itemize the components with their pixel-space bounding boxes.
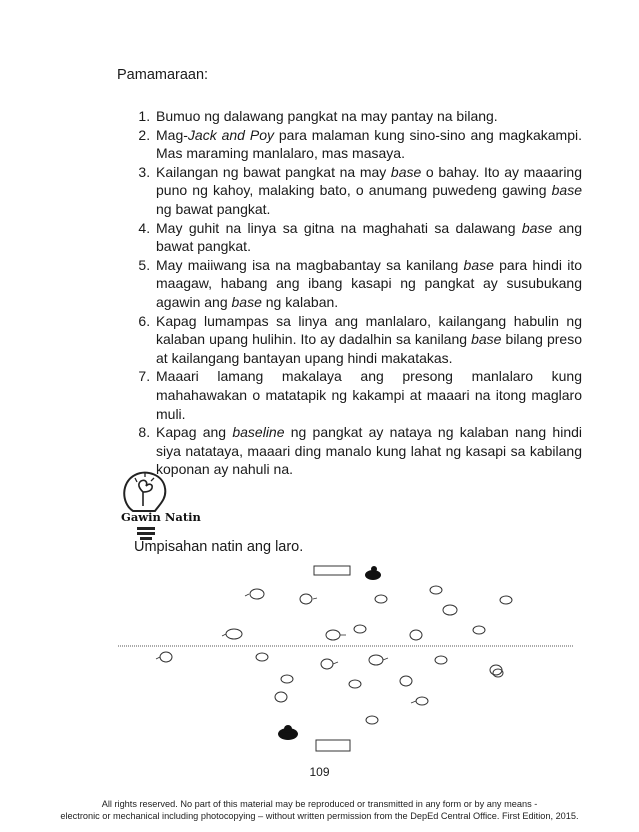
procedure-step-2: 2. Mag-Jack and Poy para malaman kung sino-sino ang magkakampi. Mas maraming manlalaro, mas masaya. (154, 126, 582, 163)
gawin-natin-label: Gawin Natin (121, 510, 201, 524)
italic-term: base (231, 293, 262, 310)
page-number: 109 (309, 765, 330, 779)
procedure-step-1: 1. Bumuo ng dalawang pangkat na may pantay na bilang. (154, 107, 582, 126)
procedure-step-4: 4. May guhit na linya sa gitna na maghahati sa dalawang base ang bawat pangkat. (154, 219, 582, 256)
italic-term: base (463, 256, 494, 273)
copyright-footer (0, 798, 639, 822)
procedure-steps-list (133, 107, 582, 479)
procedure-step-8: 8. Kapag ang baseline ng pangkat ay nataya ng kalaban nang hindi siya natataya, maaari ding manalo kung lahat ng kasapi sa kabilang koponan ay nahuli na. (154, 423, 582, 479)
section-heading: Pamamaraan: (117, 67, 209, 83)
footer-line-1: All rights reserved. No part of this material may be reproduced or transmitted in any form or by any means - (101, 799, 538, 809)
procedure-step-7: 7. Maaari lamang makalaya ang presong manlalaro kung mahahawakan o matatapik ng kakampi at maaari na itong maglaro muli. (154, 367, 582, 423)
italic-term: baseline (232, 424, 285, 441)
italic-term: base (521, 219, 553, 236)
italic-term: base (551, 182, 582, 199)
lightbulb-icon (115, 470, 215, 544)
italic-term: base (471, 331, 502, 348)
procedure-step-5: 5. May maiiwang isa na magbabantay sa kanilang base para hindi ito maagaw, habang ang ibang kasapi ng pangkat ay susubukang agawin ang base ng kalaban. (154, 256, 582, 312)
game-field-illustration (118, 558, 573, 754)
procedure-step-3: 3. Kailangan ng bawat pangkat na may base o bahay. Ito ay maaaring puno ng kahoy, malaking bato, o anumang puwedeng gawing base ng bawat pangkat. (154, 163, 582, 219)
gawin-natin-banner (115, 470, 215, 544)
footer-line-2: electronic or mechanical including photocopying – without written permission from the DepEd Central Office. First Edition, 2015. (60, 811, 579, 821)
procedure-step-6: 6. Kapag lumampas sa linya ang manlalaro, kailangang habulin ng kalaban upang hulihin. Ito ay dadalhin sa kanilang base bilang preso at kailangang bantayan upang hindi makatakas. (154, 312, 582, 368)
italic-term: Jack and Poy (187, 126, 274, 143)
intro-text: Umpisahan natin ang laro. (134, 539, 304, 555)
italic-term: base (390, 163, 422, 180)
